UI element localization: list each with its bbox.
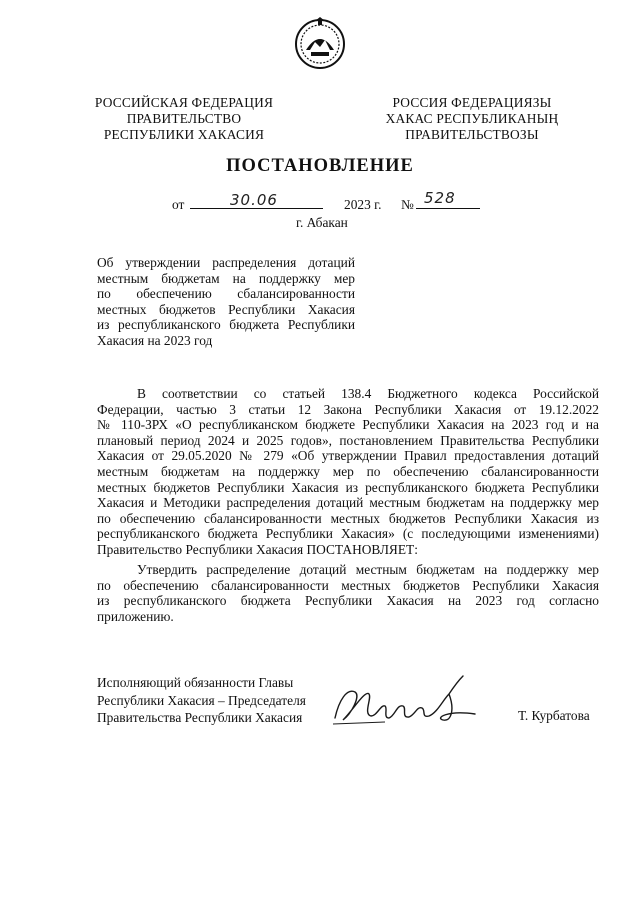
header-left (84, 95, 284, 143)
header-right (372, 95, 572, 143)
number-sign: № (401, 197, 414, 212)
subject-line: Хакасия на 2023 год (97, 332, 213, 348)
paragraph-line: местных бюджетов Республики Хакасия из республиканского бюджета Республики (97, 479, 599, 495)
handwritten-signature (325, 670, 485, 730)
paragraph-line: из республиканского бюджета Республики Хакасия на 2023 год согласно (97, 593, 599, 609)
paragraph-line: Правительство Республики Хакасия ПОСТАНОВЛЯЕТ: (97, 541, 418, 557)
date-line (172, 189, 492, 214)
header-right-line: ХАКАС РЕСПУБЛИКАНЫҢ (385, 111, 559, 126)
paragraph-line: плановый период 2024 и 2025 годов», постановлением Правительства Республики (97, 432, 599, 448)
date-handwritten: 30.06 (230, 191, 278, 209)
subject-line: по обеспечению сбалансированности (97, 286, 355, 301)
subject-line: местным бюджетам на поддержку мер (97, 270, 355, 286)
header-right-line: РОССИЯ ФЕДЕРАЦИЯЗЫ (392, 95, 552, 110)
header-left-line: РЕСПУБЛИКИ ХАКАСИЯ (103, 127, 265, 142)
paragraph-line: В соответствии со статьей 138.4 Бюджетного кодекса Российской (137, 386, 599, 401)
paragraph-line: по обеспечению сбалансированности местных бюджетов Республики Хакасия из (97, 510, 599, 526)
paragraph-line: республиканского бюджета Республики Хакасия» (с последующими изменениями) (97, 526, 599, 542)
header-right-line: ПРАВИТЕЛЬСТВОЗЫ (405, 127, 539, 142)
year-label: 2023 г. (344, 197, 382, 212)
paragraph-line: местным бюджетам на поддержку мер по обеспечению сбалансированности (97, 463, 599, 479)
paragraph-line: приложению. (97, 608, 174, 624)
date-prefix: от (172, 197, 185, 212)
paragraph-line: Хакасия от 29.05.2020 № 279 «Об утверждении Правил предоставления дотаций (97, 448, 599, 464)
signatory-position-line: Правительства Республики Хакасия (97, 710, 303, 725)
coat-of-arms-emblem (293, 16, 347, 70)
paragraph-preamble (97, 386, 599, 558)
paragraph-line: Хакасия и Методики распределения дотаций местным бюджетам на поддержку мер (97, 495, 599, 511)
paragraph-line: по обеспечению сбалансированности местных бюджетов Республики Хакасия (97, 577, 599, 593)
signatory-position (97, 674, 306, 727)
subject-block (97, 255, 355, 348)
subject-line: из республиканского бюджета Республики (97, 317, 355, 332)
signatory-name: Т. Курбатова (518, 708, 590, 723)
signatory-position-line: Республики Хакасия – Председателя (97, 692, 306, 708)
city-label: г. Абакан (296, 215, 348, 230)
subject-line: Об утверждении распределения дотаций (97, 255, 355, 270)
signatory-position-line: Исполняющий обязанности Главы (97, 675, 294, 690)
paragraph-line: Утвердить распределение дотаций местным бюджетам на поддержку мер (137, 562, 599, 577)
paragraph-line: Федерации, частью 3 статьи 12 Закона Республики Хакасия от 19.12.2022 (97, 401, 599, 417)
document-title: ПОСТАНОВЛЕНИЕ (226, 156, 414, 176)
paragraph-line: № 110-ЗРХ «О республиканском бюджете Республики Хакасия на 2023 год и на (97, 417, 599, 433)
header-left-line: ПРАВИТЕЛЬСТВО (126, 111, 242, 126)
header-left-line: РОССИЙСКАЯ ФЕДЕРАЦИЯ (94, 95, 274, 110)
paragraph-resolution (97, 562, 599, 624)
subject-line: местных бюджетов Республики Хакасия (97, 301, 355, 317)
number-handwritten: 528 (424, 189, 456, 207)
